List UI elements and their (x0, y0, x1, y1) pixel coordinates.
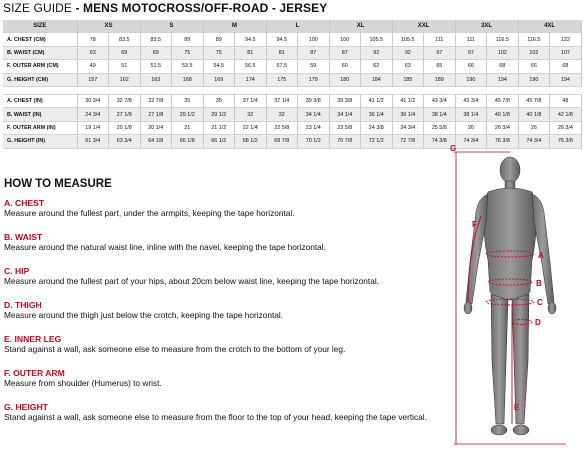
size-cell: 48 (550, 94, 582, 107)
size-cell: 100 (298, 33, 330, 46)
size-cell: 27 1/8 (140, 108, 172, 121)
size-cell: 75 (203, 46, 235, 59)
size-table (3, 20, 582, 149)
label-d: D (535, 318, 541, 327)
size-cell: 40 1/8 (518, 108, 550, 121)
size-cell: 57.5 (266, 60, 298, 73)
size-cell: 97 (424, 46, 456, 59)
size-col-header: 4XL (518, 20, 581, 33)
size-cell: 20 1/8 (109, 121, 141, 134)
size-header-row (3, 20, 581, 33)
how-to-heading: HOW TO MEASURE (4, 178, 112, 190)
size-cell: 83.5 (109, 33, 141, 46)
size-cell: 92 (361, 46, 393, 59)
size-cell: 66 (518, 60, 550, 73)
size-col-header: XL (329, 20, 392, 33)
size-cell: 32 (266, 108, 298, 121)
measure-chest (4, 198, 444, 218)
size-cell: 59 (298, 60, 330, 73)
size-cell: 179 (298, 73, 330, 86)
size-cell: 22 5/8 (266, 121, 298, 134)
label-e: E (514, 403, 520, 412)
size-cell: 74 3/4 (455, 135, 487, 148)
size-cell: 107 (550, 46, 582, 59)
size-cell: 65 (424, 60, 456, 73)
size-table-row (3, 73, 581, 86)
size-cell: 24 3/4 (392, 121, 424, 134)
measure-title: B. WAIST (4, 232, 43, 242)
row-label: F. OUTER ARM (CM) (3, 60, 77, 73)
size-cell: 81 (235, 46, 267, 59)
size-cell: 74 3/8 (424, 135, 456, 148)
measure-title: A. CHEST (4, 198, 45, 208)
title-bold: - MENS MOTOCROSS/OFF-ROAD - JERSEY (72, 1, 328, 15)
size-cell: 38 1/4 (455, 108, 487, 121)
size-cell: 70 1/2 (298, 135, 330, 148)
size-cell: 72 7/8 (392, 135, 424, 148)
label-b: B (536, 279, 542, 288)
measure-text: Measure around the thigh just below the crotch, keeping the tape horizontal. (4, 310, 284, 320)
size-cell: 21 (172, 121, 204, 134)
row-label: B. WAIST (CM) (3, 46, 77, 59)
size-cell: 105.5 (361, 33, 393, 46)
size-cell: 40 1/8 (487, 108, 519, 121)
measure-hip (4, 266, 444, 286)
size-cell: 63 (77, 46, 109, 59)
size-cell: 56.5 (235, 60, 267, 73)
size-cell: 45 7/8 (487, 94, 519, 107)
size-cell: 37 1/4 (266, 94, 298, 107)
size-cell: 168 (172, 73, 204, 86)
size-header-label: SIZE (3, 20, 77, 33)
size-cell: 105.5 (392, 33, 424, 46)
size-table-row (3, 121, 581, 134)
size-cell: 76 3/8 (550, 135, 582, 148)
size-cell: 97 (455, 46, 487, 59)
size-cell: 27 1/8 (109, 108, 141, 121)
measure-inner-leg (4, 334, 444, 354)
row-label: G. HEIGHT (IN) (3, 135, 77, 148)
size-cell: 36 1/4 (361, 108, 393, 121)
size-cell: 68 1/2 (235, 135, 267, 148)
measure-title: D. THIGH (4, 300, 42, 310)
size-cell: 26 (518, 121, 550, 134)
page-title (3, 1, 327, 15)
size-cell: 185 (392, 73, 424, 86)
size-cell: 92 (392, 46, 424, 59)
size-table-row (3, 60, 581, 73)
size-cell: 24 3/8 (361, 121, 393, 134)
size-cell: 43 3/4 (424, 94, 456, 107)
size-cell: 66 1/2 (203, 135, 235, 148)
size-cell: 42 1/8 (550, 108, 582, 121)
size-cell: 41 1/2 (392, 94, 424, 107)
size-table-row (3, 108, 581, 121)
measure-text: Measure around the fullest part, under the armpits, keeping the tape horizontal. (4, 208, 295, 218)
body-figure-svg (446, 142, 582, 450)
size-cell: 22 1/4 (235, 121, 267, 134)
size-cell: 49 (77, 60, 109, 73)
size-cell: 63 (392, 60, 424, 73)
size-cell: 69 (140, 46, 172, 59)
size-cell: 20 1/4 (140, 121, 172, 134)
size-cell: 68 (550, 60, 582, 73)
label-c: C (537, 298, 543, 307)
size-cell: 78 (77, 33, 109, 46)
size-cell: 111 (455, 33, 487, 46)
size-cell: 51.5 (140, 60, 172, 73)
size-cell: 34 1/4 (298, 108, 330, 121)
size-cell: 89 (203, 33, 235, 46)
size-cell: 64 1/8 (140, 135, 172, 148)
size-cell: 23 5/8 (329, 121, 361, 134)
measure-title: F. OUTER ARM (4, 368, 65, 378)
size-cell: 60 (329, 60, 361, 73)
size-cell: 100 (329, 33, 361, 46)
size-col-header: XS (77, 20, 140, 33)
size-cell: 66 (455, 60, 487, 73)
size-cell: 29 1/2 (203, 108, 235, 121)
size-table-row (3, 94, 581, 107)
label-g: G (450, 144, 457, 153)
measure-text: Measure around the natural waist line, inline with the navel, keeping the tape horizontal. (4, 242, 326, 252)
size-cell: 190 (455, 73, 487, 86)
size-cell: 66 1/8 (172, 135, 204, 148)
size-cell: 54.5 (203, 60, 235, 73)
size-cell: 34 1/4 (329, 108, 361, 121)
size-cell: 26 (455, 121, 487, 134)
size-col-header: 3XL (455, 20, 518, 33)
measure-waist (4, 232, 444, 252)
size-cell: 36 1/4 (392, 108, 424, 121)
size-cell: 189 (424, 73, 456, 86)
size-cell: 39 3/8 (329, 94, 361, 107)
size-cell: 68 (487, 60, 519, 73)
size-cell: 23 1/4 (298, 121, 330, 134)
size-cell: 72 1/2 (361, 135, 393, 148)
size-cell: 41 1/2 (361, 94, 393, 107)
title-prefix: SIZE GUIDE (3, 1, 73, 15)
size-cell: 83.5 (140, 33, 172, 46)
size-cell: 102 (518, 46, 550, 59)
size-cell: 43 3/4 (455, 94, 487, 107)
size-cell: 45 7/8 (518, 94, 550, 107)
size-cell: 26 3/4 (550, 121, 582, 134)
size-cell: 194 (487, 73, 519, 86)
size-cell: 70 7/8 (329, 135, 361, 148)
size-cell: 37 1/4 (235, 94, 267, 107)
size-table-row (3, 33, 581, 46)
row-label: A. CHEST (IN) (3, 94, 77, 107)
label-f: F (472, 220, 477, 229)
size-cell: 51 (109, 60, 141, 73)
size-cell: 190 (518, 73, 550, 86)
measure-title: E. INNER LEG (4, 334, 62, 344)
size-cell: 122 (550, 33, 582, 46)
size-cell: 35 (203, 94, 235, 107)
size-cell: 163 (140, 73, 172, 86)
size-cell: 102 (487, 46, 519, 59)
size-cell: 19 1/4 (77, 121, 109, 134)
size-cell: 81 (266, 46, 298, 59)
size-cell: 39 3/8 (298, 94, 330, 107)
size-cell: 194 (550, 73, 582, 86)
measure-title: G. HEIGHT (4, 402, 48, 412)
size-cell: 53.5 (172, 60, 204, 73)
size-cell: 111 (424, 33, 456, 46)
size-cell: 61 3/4 (77, 135, 109, 148)
size-cell: 157 (77, 73, 109, 86)
size-cell: 29 1/2 (172, 108, 204, 121)
measure-text: Measure from shoulder (Humerus) to wrist. (4, 378, 162, 388)
size-cell: 174 (235, 73, 267, 86)
body-measurement-figure (446, 142, 582, 450)
measure-height (4, 402, 444, 422)
body-silhouette (464, 157, 556, 435)
size-cell: 184 (361, 73, 393, 86)
table-spacer-cell (3, 86, 581, 94)
size-cell: 116.5 (518, 33, 550, 46)
size-cell: 30 3/4 (77, 94, 109, 107)
size-cell: 35 (172, 94, 204, 107)
size-cell: 169 (203, 73, 235, 86)
size-cell: 38 1/4 (424, 108, 456, 121)
label-a: A (538, 251, 544, 260)
table-spacer-row (3, 86, 581, 94)
row-label: B. WAIST (IN) (3, 108, 77, 121)
size-cell: 32 7/8 (140, 94, 172, 107)
size-cell: 116.5 (487, 33, 519, 46)
size-cell: 32 7/8 (109, 94, 141, 107)
size-cell: 24 3/4 (77, 108, 109, 121)
measure-thigh (4, 300, 444, 320)
size-cell: 32 (235, 108, 267, 121)
size-cell: 63 3/4 (109, 135, 141, 148)
measure-outer-arm (4, 368, 444, 388)
row-label: A. CHEST (CM) (3, 33, 77, 46)
measure-text: Measure around the fullest part of your hips, about 20cm below waist line, keeping the tape horizontal. (4, 276, 379, 286)
size-table-row (3, 46, 581, 59)
measure-text: Stand against a wall, ask someone else to measure from the floor to the top of your head, keeping the tape vertical. (4, 412, 427, 422)
row-label: F. OUTER ARM (IN) (3, 121, 77, 134)
size-cell: 87 (298, 46, 330, 59)
size-cell: 26 3/4 (487, 121, 519, 134)
size-cell: 21 1/2 (203, 121, 235, 134)
size-cell: 94.5 (235, 33, 267, 46)
size-cell: 25 5/8 (424, 121, 456, 134)
size-cell: 76 3/8 (487, 135, 519, 148)
measure-title: C. HIP (4, 266, 30, 276)
size-cell: 89 (172, 33, 204, 46)
size-col-header: M (203, 20, 266, 33)
size-col-header: L (266, 20, 329, 33)
size-cell: 62 (361, 60, 393, 73)
row-label: G. HEIGHT (CM) (3, 73, 77, 86)
measure-text: Stand against a wall, ask someone else to measure from the crotch to the bottom of your leg. (4, 344, 346, 354)
size-cell: 75 (172, 46, 204, 59)
size-cell: 175 (266, 73, 298, 86)
size-col-header: XXL (392, 20, 455, 33)
size-cell: 74 3/4 (518, 135, 550, 148)
size-cell: 87 (329, 46, 361, 59)
size-cell: 162 (109, 73, 141, 86)
size-cell: 69 (109, 46, 141, 59)
size-cell: 68 7/8 (266, 135, 298, 148)
size-col-header: S (140, 20, 203, 33)
size-cell: 94.5 (266, 33, 298, 46)
size-cell: 180 (329, 73, 361, 86)
